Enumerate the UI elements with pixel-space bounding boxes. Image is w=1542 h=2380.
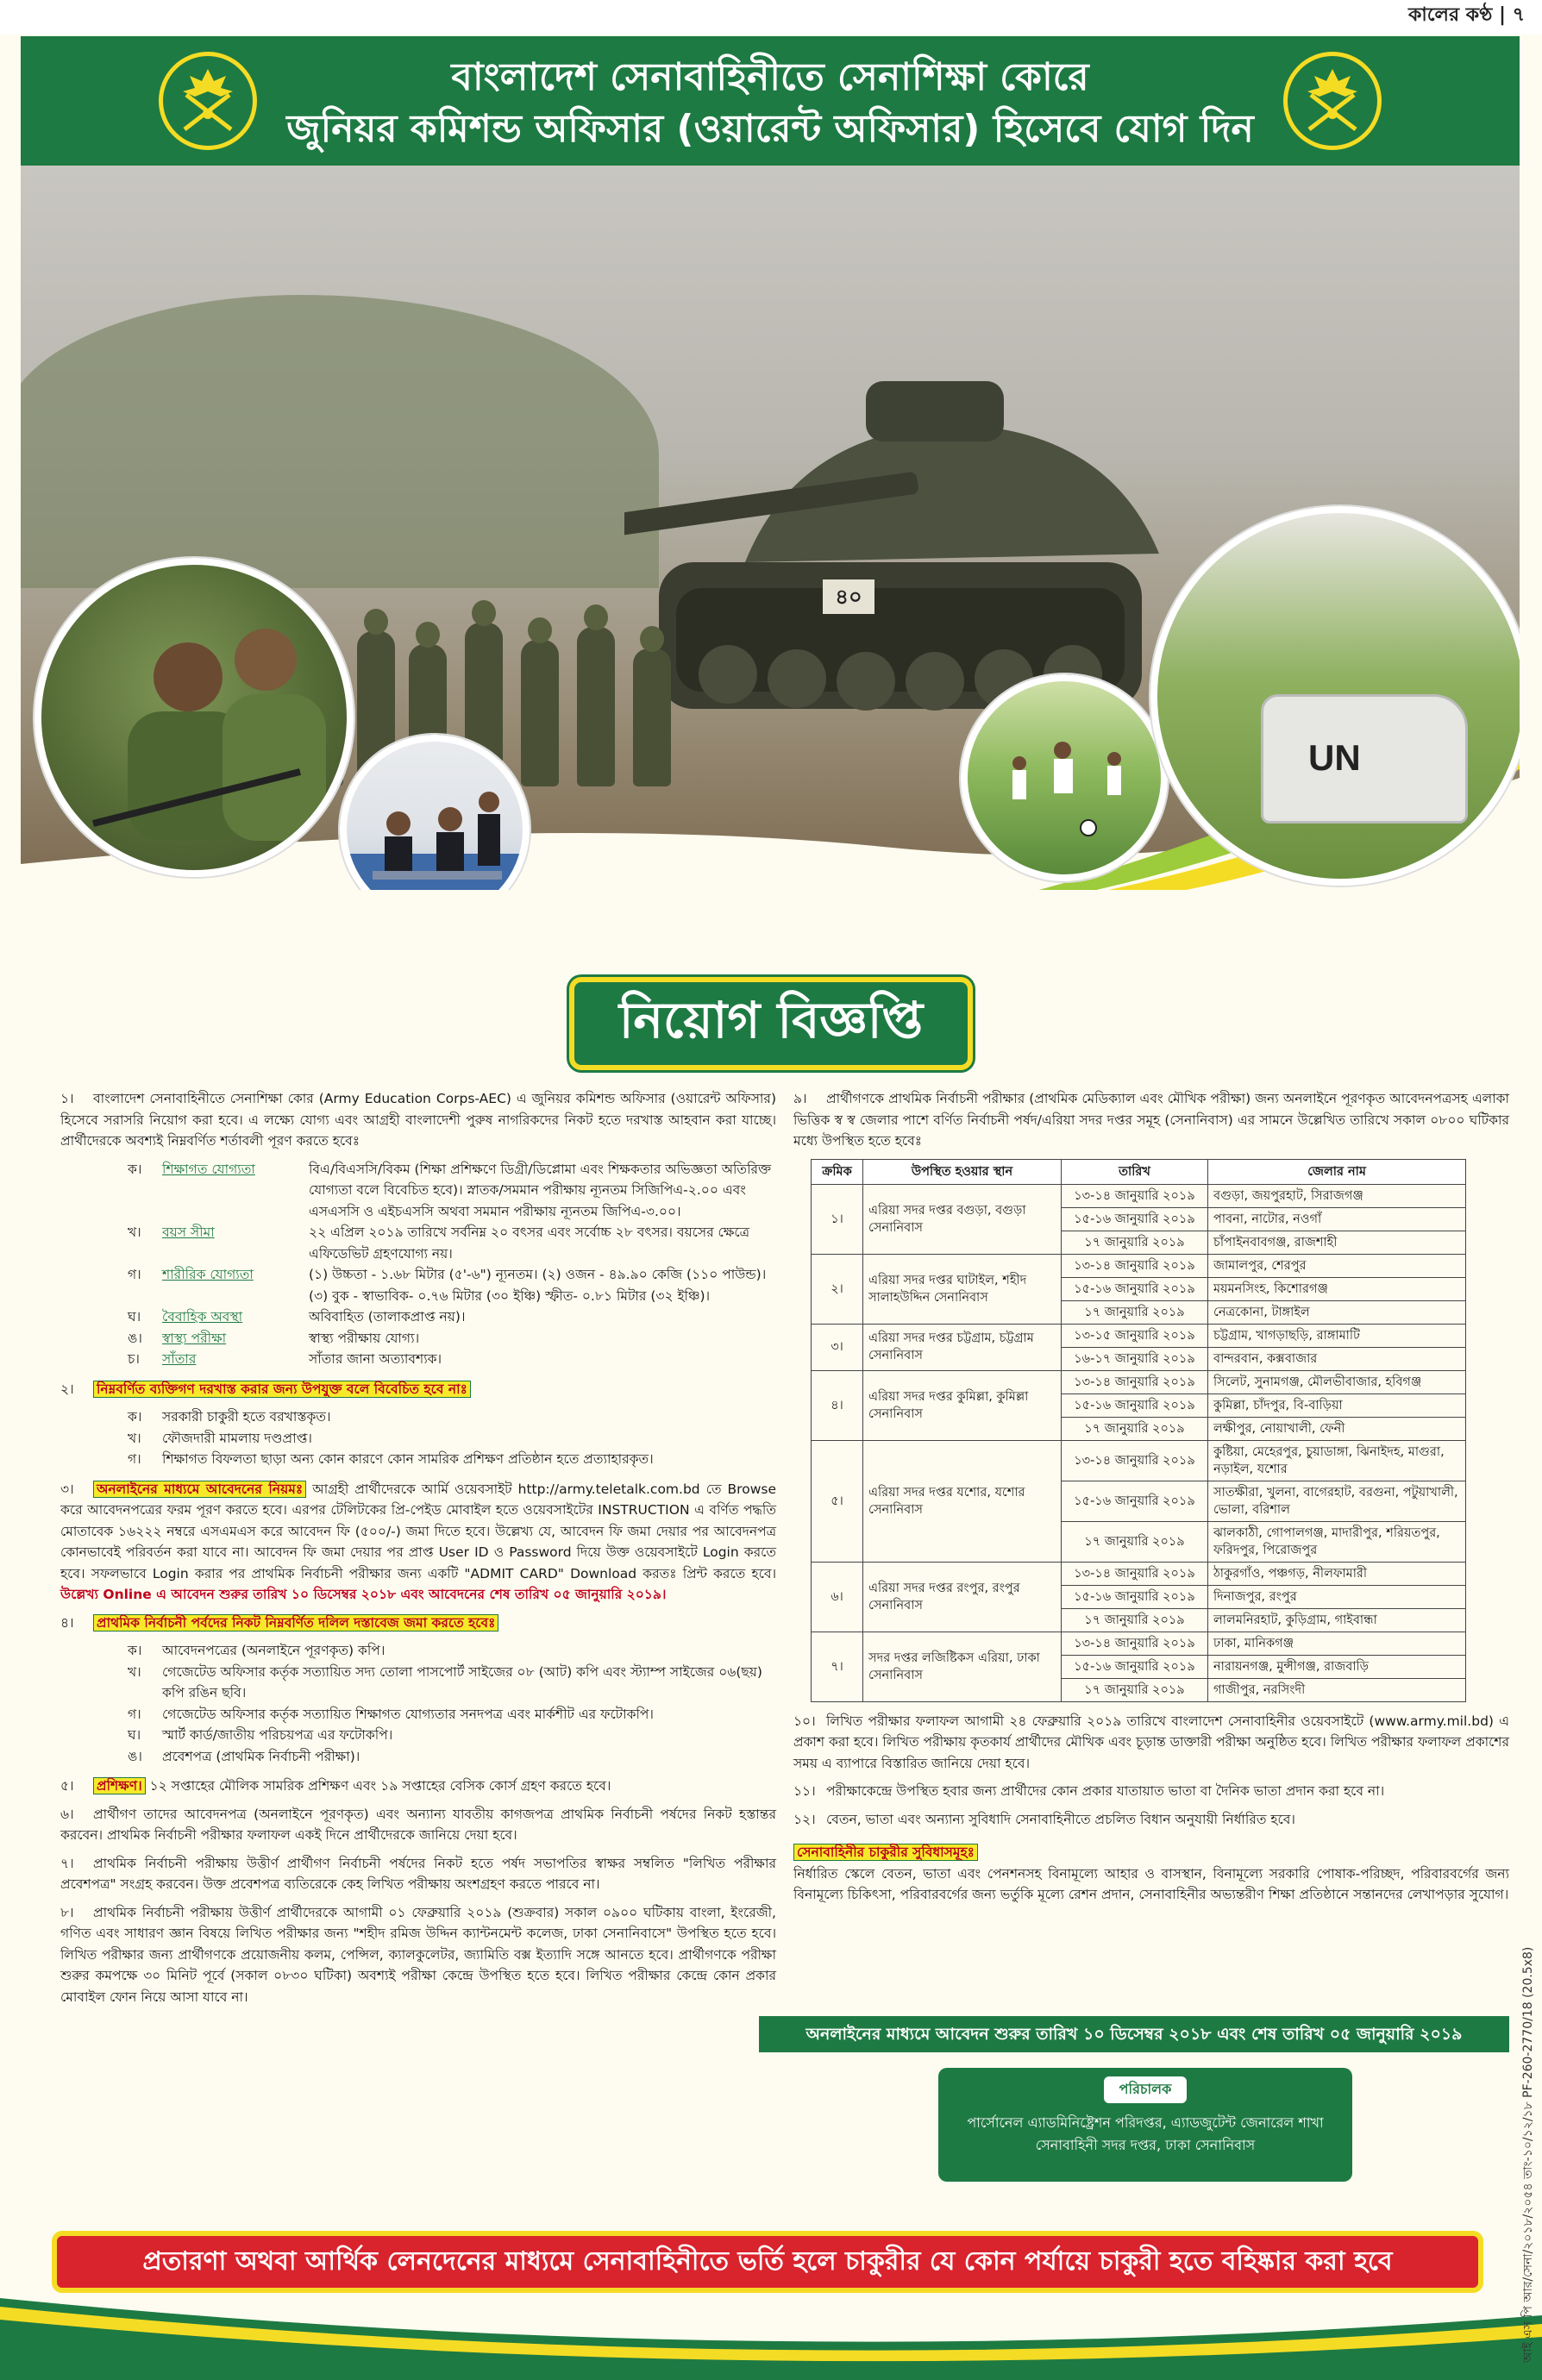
director-heading: পরিচালক: [1104, 2076, 1188, 2103]
serial-cell: ৪।: [812, 1370, 863, 1440]
un-peacekeeping-photo: [1150, 506, 1520, 886]
paragraph-9: ৯। প্রার্থীগণকে প্রাথমিক নির্বাচনী পরীক্ষার (প্রাথমিক মেডিক্যাল এবং মৌখিক পরীক্ষা) জন্য অনলাইনে পূরণকৃত আবেদনপত্রসহ এলাকা ভিত্তিক স্ব স্ব জেলার পাশে বর্ণিত নির্বাচনী পর্ষদ/এরিয়া সদর দপ্তর সমূহ (সেনানিবাস) এর সামনে উল্লেখিত তারিখে সকাল ০৮০০ ঘটিকার মধ্যে উপস্থিত হতে হবেঃ: [793, 1091, 1509, 1149]
bottom-decorative-swoosh: [0, 2298, 1542, 2380]
venue-cell: সদর দপ্তর লজিষ্টিকস এরিয়া, ঢাকা সেনানিবাস: [863, 1632, 1062, 1701]
venue-cell: এরিয়া সদর দপ্তর ঘাটাইল, শহীদ সালাহউদ্দিন সেনানিবাস: [863, 1254, 1062, 1324]
director-line1: পার্সোনেল এ্যাডমিনিষ্ট্রেশন পরিদপ্তর, এ্যাডজুটেন্ট জেনারেল শাখা: [967, 2114, 1324, 2131]
district-cell: নেত্রকোনা, টাঙ্গাইল: [1208, 1300, 1466, 1324]
qualification-item: ঘ। বৈবাহিক অবস্থা অবিবাহিত (তালাকপ্রাপ্ত নয়)।: [128, 1309, 466, 1325]
paragraph-11: ১১। পরীক্ষাকেন্দ্রে উপস্থিত হবার জন্য প্রার্থীদের কোন প্রকার যাতায়াত ভাতা বা দৈনিক ভাতা প্রদান করা হবে না।: [793, 1783, 1385, 1799]
date-cell: ১৭ জানুয়ারি ২০১৯: [1062, 1521, 1208, 1562]
date-cell: ১৫-১৬ জানুয়ারি ২০১৯: [1062, 1585, 1208, 1608]
date-cell: ১৭ জানুয়ারি ২০১৯: [1062, 1608, 1208, 1632]
district-cell: ঠাকুরগাঁও, পঞ্চগড়, নীলফামারী: [1208, 1562, 1466, 1585]
list-item: খ। গেজেটেড অফিসার কর্তৃক সত্যায়িত সদ্য তোলা পাসপোর্ট সাইজের ০৮ (আট) কপি এবং স্ট্যাম্প সাইজের ০৬(ছয়) কপি রঙিন ছবি।: [128, 1663, 762, 1700]
date-cell: ১৭ জানুয়ারি ২০১৯: [1062, 1678, 1208, 1701]
table-row: [812, 1370, 1466, 1394]
venue-cell: এরিয়া সদর দপ্তর রংপুর, রংপুর সেনানিবাস: [863, 1562, 1062, 1632]
district-cell: জামালপুর, শেরপুর: [1208, 1254, 1466, 1277]
disqualification-list: [60, 1406, 776, 1470]
list-item: খ। ফৌজদারী মামলায় দণ্ডপ্রাপ্ত।: [128, 1430, 312, 1446]
paragraph-2: ২। নিম্নবর্ণিত ব্যক্তিগণ দরখাস্ত করার জন্য উপযুক্ত বলে বিবেচিত হবে নাঃ: [60, 1379, 776, 1400]
venue-cell: এরিয়া সদর দপ্তর বগুড়া, বগুড়া সেনানিবাস: [863, 1184, 1062, 1254]
district-cell: সিলেট, সুনামগঞ্জ, মৌলভীবাজার, হবিগঞ্জ: [1208, 1370, 1466, 1394]
serial-cell: ৫।: [812, 1440, 863, 1562]
venue-cell: এরিয়া সদর দপ্তর যশোর, যশোর সেনানিবাস: [863, 1440, 1062, 1562]
right-column: [793, 1088, 1509, 1913]
district-cell: নারায়নগঞ্জ, মুন্সীগঞ্জ, রাজবাড়ি: [1208, 1655, 1466, 1678]
date-cell: ১৭ জানুয়ারি ২০১৯: [1062, 1300, 1208, 1324]
header-banner: [21, 36, 1520, 166]
notice-title: নিয়োগ বিজ্ঞপ্তি: [618, 990, 924, 1049]
serial-cell: ৩।: [812, 1324, 863, 1370]
table-row: [812, 1254, 1466, 1277]
qualification-list: [60, 1159, 776, 1370]
football-photo: [961, 674, 1168, 881]
district-cell: ঢাকা, মানিকগঞ্জ: [1208, 1632, 1466, 1655]
application-date-banner: অনলাইনের মাধ্যমে আবেদন শুরুর তারিখ ১০ ডিসেম্বর ২০১৮ এবং শেষ তারিখ ০৫ জানুয়ারি ২০১৯: [759, 2016, 1509, 2052]
list-item: গ। গেজেটেড অফিসার কর্তৃক সত্যায়িত শিক্ষাগত যোগ্যতার সনদপত্র এবং মার্কশীট এর ফটোকপি।: [128, 1706, 654, 1722]
date-cell: ১৩-১৪ জানুয়ারি ২০১৯: [1062, 1632, 1208, 1655]
list-item: ক। সরকারী চাকুরী হতে বরখাস্তকৃত।: [128, 1409, 331, 1425]
district-cell: লালমনিরহাট, কুড়িগ্রাম, গাইবান্ধা: [1208, 1608, 1466, 1632]
director-box: [938, 2068, 1352, 2182]
district-cell: ময়মনসিংহ, কিশোরগঞ্জ: [1208, 1277, 1466, 1300]
district-cell: দিনাজপুর, রংপুর: [1208, 1585, 1466, 1608]
benefits-section: [793, 1842, 1509, 1906]
table-row: [812, 1324, 1466, 1347]
paragraph-3: ৩। অনলাইনের মাধ্যমে আবেদনের নিয়মঃ আগ্রহী প্রার্থীদেরকে আর্মি ওয়েবসাইট http://army.teletalk.com.bd তে Browse করে আবেদনপত্রের ফরম পূরণ করতে হবে। এরপর টেলিটকের প্রি-পেইড মোবাইল হতে ওয়েবসাইটের INSTRUCTION এ বর্ণিত পদ্ধতি মোতাবেক ১৬২২২ নম্বরে এসএমএস করে আবেদন ফি (৫০০/-) জমা দিতে হবে। উল্লেখ্য যে, আবেদন ফি জমা দেয়ার পর আবেদনপত্র কোনভাবেই পরিবর্তন করা যাবে না। আবেদন ফি জমা দেয়ার পর প্রাপ্ত User ID ও Password দিয়ে উক্ত ওয়েবসাইটে Login করতে হবে। সফলভাবে Login করার পর প্রাথমিক নির্বাচনী পরীক্ষার জন্য একটি "ADMIT CARD" Download করতঃ প্রিন্ট করতে হবে। উল্লেখ্য Online এ আবেদন শুরুর তারিখ ১০ ডিসেম্বর ২০১৮ এবং আবেদনের শেষ তারিখ ০৫ জানুয়ারি ২০১৯।: [60, 1481, 776, 1602]
district-cell: ঝালকাঠী, গোপালগঞ্জ, মাদারীপুর, শরিয়তপুর, ফরিদপুর, পিরোজপুর: [1208, 1521, 1466, 1562]
table-row: [812, 1440, 1466, 1481]
column-header: উপস্থিত হওয়ার স্থান: [863, 1159, 1062, 1184]
army-emblem-icon: [159, 52, 257, 150]
army-emblem-icon: [1283, 52, 1382, 150]
venue-cell: এরিয়া সদর দপ্তর কুমিল্লা, কুমিল্লা সেনানিবাস: [863, 1370, 1062, 1440]
paragraph-10: ১০। লিখিত পরীক্ষার ফলাফল আগামী ২৪ ফেব্রুয়ারি ২০১৯ তারিখে বাংলাদেশ সেনাবাহিনীর ওয়েবসাইটে (www.army.mil.bd) এ প্রকাশ করা হবে। লিখিত পরীক্ষায় কৃতকার্য প্রার্থীদের মৌখিক এবং চূড়ান্ত ডাক্তারী পরীক্ষা অনুষ্ঠিত হবে। লিখিত পরীক্ষার ফলাফল প্রকাশের সময় এ ব্যাপারে বিস্তারিত জানিয়ে দেয়া হবে।: [793, 1713, 1509, 1771]
date-cell: ১৩-১৪ জানুয়ারি ২০১৯: [1062, 1254, 1208, 1277]
warning-banner: প্রতারণা অথবা আর্থিক লেনদেনের মাধ্যমে সেনাবাহিনীতে ভর্তি হলে চাকুরীর যে কোন পর্যায়ে চাকুরী হতে বহিষ্কার করা হবে: [52, 2231, 1483, 2293]
qualification-item: ঙ। স্বাস্থ্য পরীক্ষা স্বাস্থ্য পরীক্ষায় যোগ্য।: [128, 1330, 420, 1346]
venue-cell: এরিয়া সদর দপ্তর চট্টগ্রাম, চট্টগ্রাম সেনানিবাস: [863, 1324, 1062, 1370]
paragraph-8: ৮। প্রাথমিক নির্বাচনী পরীক্ষায় উত্তীর্ণ প্রার্থীদেরকে আগামী ০১ ফেব্রুয়ারি ২০১৯ (শুক্রবার) সকাল ০৯০০ ঘটিকায় বাংলা, ইংরেজী, গণিত এবং সাধারণ জ্ঞান বিষয়ে লিখিত পরীক্ষার জন্য "শহীদ রমিজ উদ্দিন ক্যান্টনমেন্ট কলেজ, ঢাকা সেনানিবাসে" উপস্থিত হতে হবে। লিখিত পরীক্ষার জন্য প্রার্থীগণকে প্রয়োজনীয় কলম, পেন্সিল, ক্যালকুলেটর, জ্যামিতি বক্স ইত্যাদি সঙ্গে আনতে হবে। প্রার্থীগণকে পরীক্ষা শুরুর কমপক্ষে ৩০ মিনিট পূর্বে (সকাল ০৮৩০ ঘটিকা) অবশ্যই পরীক্ষা কেন্দ্রে উপস্থিত হতে হবে। লিখিত পরীক্ষার কেন্দ্রে কোন প্রকার মোবাইল ফোন নিয়ে আসা যাবে না।: [60, 1904, 776, 2005]
date-cell: ১৫-১৬ জানুয়ারি ২০১৯: [1062, 1655, 1208, 1678]
list-item: ঙ। প্রবেশপত্র (প্রাথমিক নির্বাচনী পরীক্ষা)।: [128, 1748, 360, 1764]
district-cell: চট্টগ্রাম, খাগড়াছড়ি, রাঙ্গামাটি: [1208, 1324, 1466, 1347]
un-label: UN: [1308, 737, 1361, 778]
side-reference-note: আই এস পি আর/সেনা/২০১৮/২০৫৪ তাং-১০/১২/১৮ PF-260-2770/18 (20.5x8): [1521, 1946, 1535, 2363]
district-cell: পাবনা, নাটোর, নওগাঁ: [1208, 1207, 1466, 1231]
serial-cell: ২।: [812, 1254, 863, 1324]
un-vehicle: [1261, 694, 1468, 824]
district-cell: বান্দরবান, কক্সবাজার: [1208, 1347, 1466, 1370]
top-strip: [0, 0, 1542, 34]
notice-title-box: [569, 977, 973, 1070]
list-item: ঘ। স্মার্ট কার্ড/জাতীয় পরিচয়পত্র এর ফটোকপি।: [128, 1727, 393, 1743]
qualification-item: ক। শিক্ষাগত যোগ্যতা বিএ/বিএসসি/বিকম (শিক্ষা প্রশিক্ষণে ডিগ্রী/ডিপ্লোমা এবং শিক্ষকতার অভিজ্ঞতা অতিরিক্ত যোগ্যতা বলে বিবেচিত হবে)। স্নাতক/সমমান পরীক্ষায় ন্যূনতম সিজিপিএ-২.০০ এবং এসএসসি ও এইচএসসি অথবা সমমান পরীক্ষায় ন্যূনতম জিপিএ-৩.০০।: [128, 1161, 772, 1219]
column-header: জেলার নাম: [1208, 1159, 1466, 1184]
list-item: ক। আবেদনপত্রের (অনলাইনে পূরণকৃত) কপি।: [128, 1643, 386, 1658]
column-header: ক্রমিক: [812, 1159, 863, 1184]
date-cell: ১৭ জানুয়ারি ২০১৯: [1062, 1231, 1208, 1254]
left-column: [60, 1088, 776, 2014]
table-row: [812, 1562, 1466, 1585]
table-header-row: [812, 1159, 1466, 1184]
column-header: তারিখ: [1062, 1159, 1208, 1184]
date-cell: ১৫-১৬ জানুয়ারি ২০১৯: [1062, 1481, 1208, 1521]
header-title-line1: বাংলাদেশ সেনাবাহিনীতে সেনাশিক্ষা কোরে: [451, 55, 1089, 99]
district-cell: বগুড়া, জয়পুরহাট, সিরাজগঞ্জ: [1208, 1184, 1466, 1207]
date-cell: ১৩-১৪ জানুয়ারি ২০১৯: [1062, 1440, 1208, 1481]
paragraph-7: ৭। প্রাথমিক নির্বাচনী পরীক্ষায় উত্তীর্ণ প্রার্থীগণ নির্বাচনী পর্ষদের নিকট হতে পর্ষদ সভাপতির স্বাক্ষর সম্বলিত "লিখিত পরীক্ষার প্রবেশপত্র" সংগ্রহ করবেন। উক্ত প্রবেশপত্র ব্যতিরেকে কেহ লিখিত পরীক্ষায় অংশগ্রহণ করতে পারবে না।: [60, 1855, 776, 1892]
benefits-text: নির্ধারিত স্কেলে বেতন, ভাতা এবং পেনশনসহ বিনামূল্যে আহার ও বাসস্থান, বিনামূল্যে সরকারি পোষাক-পরিচ্ছদ, পরিবারবর্গের জন্য বিনামূল্যে চিকিৎসা, পরিবারবর্গের জন্য ভর্তুকি মূল্যে রেশন প্রদান, সেনাবাহিনীর অভ্যন্তরীণ শিক্ষা প্রতিষ্ঠানে সন্তানদের লেখাপড়ার সুযোগ।: [793, 1865, 1509, 1902]
district-cell: সাতক্ষীরা, খুলনা, বাগেরহাট, বরগুনা, পটুয়াখালী, ভোলা, বরিশাল: [1208, 1481, 1466, 1521]
qualification-item: গ। শারীরিক যোগ্যতা (১) উচ্চতা - ১.৬৮ মিটার (৫'-৬") ন্যূনতম। (২) ওজন - ৪৯.৯০ কেজি (১১০ পাউন্ড)। (৩) বুক - স্বাভাবিক- ০.৭৬ মিটার (৩০ ইঞ্চি) স্ফীত- ০.৮১ মিটার (৩২ ইঞ্চি)।: [128, 1267, 767, 1304]
date-cell: ১৫-১৬ জানুয়ারি ২০১৯: [1062, 1277, 1208, 1300]
camouflage-soldiers-photo: [34, 558, 354, 877]
paragraph-5: ৫। প্রশিক্ষণ। ১২ সপ্তাহের মৌলিক সামরিক প্রশিক্ষণ এবং ১৯ সপ্তাহের বেসিক কোর্স গ্রহণ করতে হবে।: [60, 1778, 611, 1794]
documents-list: [60, 1640, 776, 1767]
district-cell: কুমিল্লা, চাঁদপুর, বি-বাড়িয়া: [1208, 1394, 1466, 1417]
district-cell: কুষ্টিয়া, মেহেরপুর, চুয়াডাঙ্গা, ঝিনাইদহ, মাগুরা, নড়াইল, যশোর: [1208, 1440, 1466, 1481]
paragraph-12: ১২। বেতন, ভাতা এবং অন্যান্য সুবিধাদি সেনাবাহিনীতে প্রচলিত বিধান অনুযায়ী নির্ধারিত হবে।: [793, 1811, 1295, 1827]
table-row: [812, 1632, 1466, 1655]
table-body: [812, 1184, 1466, 1701]
date-cell: ১৫-১৬ জানুয়ারি ২০১৯: [1062, 1394, 1208, 1417]
paragraph-6: ৬। প্রার্থীগণ তাদের আবেদনপত্র (অনলাইনে পূরণকৃত) এবং অন্যান্য যাবতীয় কাগজপত্র প্রাথমিক নির্বাচনী পর্ষদের নিকট হস্তান্তর করবেন। প্রাথমিক নির্বাচনী পরীক্ষার ফলাফল একই দিনে প্রার্থীদেরকে জানিয়ে দেয়া হবে।: [60, 1806, 776, 1843]
serial-cell: ৭।: [812, 1632, 863, 1701]
date-cell: ১৫-১৬ জানুয়ারি ২০১৯: [1062, 1207, 1208, 1231]
qualification-item: চ। সাঁতার সাঁতার জানা অত্যাবশ্যক।: [128, 1351, 442, 1367]
serial-cell: ১।: [812, 1184, 863, 1254]
date-cell: ১৬-১৭ জানুয়ারি ২০১৯: [1062, 1347, 1208, 1370]
page-number: কালের কণ্ঠ | ৭: [1407, 4, 1525, 26]
benefits-heading: সেনাবাহিনীর চাকুরীর সুবিধাসমূহঃ: [793, 1844, 978, 1861]
hero-photo-collage: [21, 166, 1520, 890]
qualification-item: খ। বয়স সীমা ২২ এপ্রিল ২০১৯ তারিখে সর্বনিম্ন ২০ বৎসর এবং সর্বোচ্চ ২৮ বৎসর। বয়সের ক্ষেত্রে এফিডেভিট গ্রহণযোগ্য নয়।: [128, 1224, 750, 1262]
exam-venue-table: [811, 1159, 1466, 1702]
date-cell: ১৩-১৫ জানুয়ারি ২০১৯: [1062, 1324, 1208, 1347]
list-item: গ। শিক্ষাগত বিফলতা ছাড়া অন্য কোন কারণে কোন সামরিক প্রশিক্ষণ প্রতিষ্ঠান হতে প্রত্যাহারকৃত।: [128, 1451, 654, 1467]
date-cell: ১৩-১৪ জানুয়ারি ২০১৯: [1062, 1370, 1208, 1394]
date-cell: ১৩-১৪ জানুয়ারি ২০১৯: [1062, 1562, 1208, 1585]
district-cell: গাজীপুর, নরসিংদী: [1208, 1678, 1466, 1701]
district-cell: লক্ষীপুর, নোয়াখালী, ফেনী: [1208, 1417, 1466, 1440]
paragraph-4: ৪। প্রাথমিক নির্বাচনী পর্বদের নিকট নিম্নবর্ণিত দলিল দস্তাবেজ জমা করতে হবেঃ: [60, 1613, 776, 1634]
date-cell: ১৭ জানুয়ারি ২০১৯: [1062, 1417, 1208, 1440]
serial-cell: ৬।: [812, 1562, 863, 1632]
tank-number-label: ৪০: [835, 585, 862, 609]
district-cell: চাঁপাইনবাবগঞ্জ, রাজশাহী: [1208, 1231, 1466, 1254]
header-title-line2: জুনিয়র কমিশন্ড অফিসার (ওয়ারেন্ট অফিসার) হিসেবে যোগ দিন: [286, 107, 1254, 151]
paragraph-1: ১। বাংলাদেশ সেনাবাহিনীতে সেনাশিক্ষা কোর (Army Education Corps-AEC) এ জুনিয়র কমিশন্ড অফিসার (ওয়ারেন্ট অফিসার) হিসেবে সরাসরি নিয়োগ করা হবে। এ লক্ষ্যে যোগ্য এবং আগ্রহী বাংলাদেশী পুরুষ নাগরিকদের নিকট হতে দরখাস্ত আহবান করা যাচ্ছে। প্রার্থীদেরকে অবশ্যই নিম্নবর্ণিত শর্তাবলী পূরণ করতে হবেঃ: [60, 1091, 776, 1149]
date-cell: ১৩-১৪ জানুয়ারি ২০১৯: [1062, 1184, 1208, 1207]
director-line2: সেনাবাহিনী সদর দপ্তর, ঢাকা সেনানিবাস: [1035, 2137, 1256, 2153]
table-row: [812, 1184, 1466, 1207]
